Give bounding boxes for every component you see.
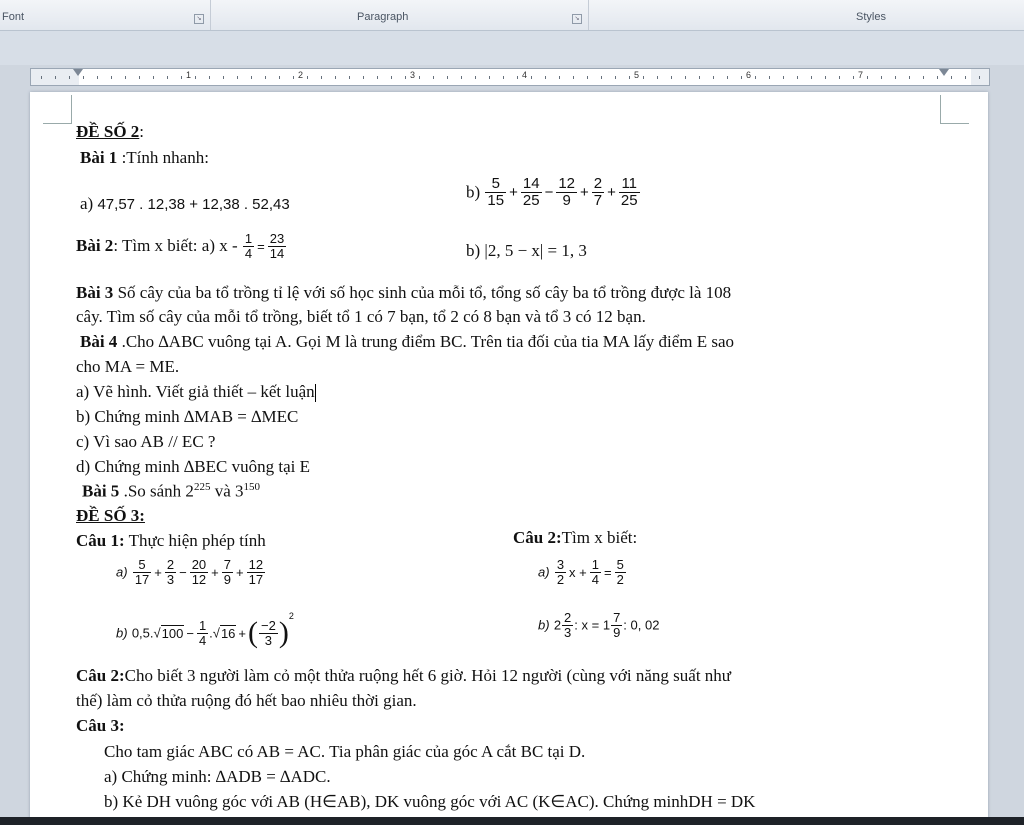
cau3-line1: Cho tam giác ABC có AB = AC. Tia phân giác của góc A cắt BC tại D. <box>104 742 586 761</box>
operator: + <box>607 183 616 201</box>
ruler-tick <box>853 76 854 79</box>
equals-sign: = <box>604 564 612 580</box>
cau2-line1 <box>76 666 731 686</box>
ruler-tick <box>181 76 182 79</box>
exponent: 150 <box>243 481 260 493</box>
numerator: −2 <box>261 617 276 633</box>
ruler-tick <box>811 76 812 79</box>
denominator: 17 <box>134 571 150 587</box>
cau2r-a-x: x + <box>569 564 587 580</box>
horizontal-ruler[interactable] <box>30 68 990 86</box>
ruler-tick <box>937 76 938 79</box>
bai2-label: Bài 2 <box>76 236 114 256</box>
ruler-tick <box>307 76 308 79</box>
ruler-tick <box>951 76 952 79</box>
fraction <box>619 176 640 209</box>
denominator: 3 <box>564 624 572 640</box>
numerator: 14 <box>522 175 540 192</box>
cau2r-b-mid: : x = 1 <box>574 617 611 633</box>
numerator: 12 <box>248 557 264 572</box>
numerator: 7 <box>613 610 621 625</box>
denominator: 2 <box>556 571 565 587</box>
bai5-line <box>82 481 260 502</box>
operator: + <box>580 183 589 201</box>
ruler-tick <box>685 76 686 79</box>
bai4-text: .Cho ∆ABC vuông tại A. Gọi M là trung điểm BC. Trên tia đối của tia MA lấy điểm E sao <box>117 332 735 351</box>
bai4-label: Bài 4 <box>80 332 118 351</box>
cau3-b: b) Kẻ DH vuông góc với AB (H∈AB), DK vuông góc với AC (K∈AC). Chứng minhDH = DK <box>104 792 756 811</box>
fraction <box>268 232 286 260</box>
operator: + <box>211 564 219 580</box>
radicand: 100 <box>161 625 184 641</box>
numerator: 1 <box>198 617 207 633</box>
numerator: 3 <box>556 557 565 572</box>
ruler-tick <box>461 76 462 79</box>
fraction <box>562 611 573 639</box>
ruler-number: 5 <box>634 70 640 80</box>
radicand: 16 <box>220 625 236 641</box>
bai1-text: :Tính nhanh: <box>117 148 209 167</box>
left-paren: ( <box>248 616 258 650</box>
fraction <box>247 558 265 586</box>
ruler-tick <box>475 76 476 79</box>
bai1-label: Bài 1 <box>80 148 118 167</box>
cau1-b-prefix: b) <box>116 625 128 641</box>
bai4-a-text: a) Vẽ hình. Viết giả thiết – kết luận <box>76 382 315 401</box>
ruler-tick <box>979 76 980 79</box>
denominator: 4 <box>244 245 253 261</box>
ruler-tick <box>587 76 588 79</box>
operator: + <box>238 625 246 641</box>
exponent: 2 <box>288 611 294 621</box>
ruler-tick <box>223 76 224 79</box>
cau1-b-term: 0,5. <box>131 625 154 641</box>
numerator: 1 <box>244 231 253 246</box>
cau2-label: Câu 2: <box>76 666 125 685</box>
denominator: 2 <box>616 571 624 587</box>
cau1-label: Câu 1: <box>76 531 125 550</box>
ruler-tick <box>237 76 238 79</box>
numerator: 2 <box>166 557 175 572</box>
ruler-tick <box>769 76 770 79</box>
ruler-tick <box>657 76 658 79</box>
operator: − <box>186 625 194 641</box>
cau1-a-prefix: a) <box>116 564 128 580</box>
exponent: 225 <box>193 481 211 493</box>
ruler-tick <box>867 76 868 79</box>
ruler-tick <box>279 76 280 79</box>
ribbon-separator <box>588 0 589 30</box>
whole-number: 2 <box>553 617 562 633</box>
ruler-tick <box>447 76 448 79</box>
numerator: 2 <box>593 175 603 192</box>
ruler-tick <box>503 76 504 79</box>
ruler-tick <box>531 76 532 79</box>
cau2r-b-prefix: b) <box>538 617 550 633</box>
cau3-label: Câu 3: <box>76 716 125 735</box>
bai1-line <box>80 148 209 168</box>
ruler-tick <box>783 76 784 79</box>
de2-heading <box>76 122 144 142</box>
bai1-b-prefix: b) <box>466 182 481 202</box>
font-dialog-launcher-icon[interactable]: ↘ <box>194 14 204 24</box>
fraction <box>590 558 601 586</box>
ruler-number: 3 <box>410 70 416 80</box>
de2-title: ĐỀ SỐ 2 <box>76 122 140 141</box>
ruler-tick <box>895 76 896 79</box>
ruler-tick <box>69 76 70 79</box>
bai2-b-text: b) |2, 5 − x| = 1, 3 <box>466 241 587 260</box>
denominator: 17 <box>248 571 264 587</box>
denominator: 14 <box>269 245 285 261</box>
denominator: 3 <box>264 632 273 648</box>
numerator: 5 <box>616 557 624 572</box>
ruler-tick <box>41 76 42 79</box>
ruler-tick <box>713 76 714 79</box>
cau2r-label: Câu 2: <box>513 528 562 547</box>
cau2r-text: Tìm x biết: <box>561 528 638 547</box>
ruler-tick <box>489 76 490 79</box>
bai3-line1 <box>76 283 731 303</box>
operator: + <box>236 564 244 580</box>
fraction <box>615 558 626 586</box>
bai2-line <box>76 232 287 260</box>
denominator: 4 <box>591 571 599 587</box>
bai4-line1 <box>80 332 734 352</box>
cau1-text: Thực hiện phép tính <box>124 531 266 550</box>
first-line-indent-marker[interactable] <box>73 69 83 76</box>
right-indent-marker[interactable] <box>939 69 949 76</box>
bai4-b: b) Chứng minh ∆MAB = ∆MEC <box>76 407 299 426</box>
bai3-text: Số cây của ba tổ trồng tỉ lệ với số học sinh của mỗi tổ, tổng số cây ba tổ trồng được là 108 <box>113 283 732 302</box>
paragraph-group-label: Paragraph <box>357 11 409 23</box>
paragraph-dialog-launcher-icon[interactable]: ↘ <box>572 14 582 24</box>
ruler-tick <box>293 76 294 79</box>
ruler-tick <box>965 76 966 79</box>
bai1-b <box>466 176 641 209</box>
bai5-text: .So sánh 2 <box>119 481 194 501</box>
ruler-number: 1 <box>186 70 192 80</box>
denominator: 3 <box>166 571 175 587</box>
ruler-tick <box>195 76 196 79</box>
numerator: 23 <box>269 231 285 246</box>
numerator: 2 <box>564 610 572 625</box>
ruler-tick <box>433 76 434 79</box>
ruler-tick <box>839 76 840 79</box>
ruler-tick <box>349 76 350 79</box>
ruler-tick <box>209 76 210 79</box>
ruler-tick <box>727 76 728 79</box>
fraction <box>165 558 176 586</box>
ribbon-separator <box>210 0 211 30</box>
ruler-number: 2 <box>298 70 304 80</box>
bai5-label: Bài 5 <box>82 481 120 501</box>
bai2-b <box>466 241 587 261</box>
ruler-tick <box>139 76 140 79</box>
cau2-text: Cho biết 3 người làm cỏ một thửa ruộng hết 6 giờ. Hỏi 12 người (cùng với năng suất như <box>124 666 732 685</box>
bai4-c: c) Vì sao AB // EC ? <box>76 432 216 451</box>
bai1-a-expr: 47,57 . 12,38 + 12,38 . 52,43 <box>97 196 290 213</box>
ruler-tick <box>573 76 574 79</box>
fraction <box>222 558 233 586</box>
ruler-tick <box>265 76 266 79</box>
sqrt-sign: √ <box>153 625 161 641</box>
ruler-number: 4 <box>522 70 528 80</box>
cau2r-b-end: : 0, 02 <box>623 617 660 633</box>
bai1-a-prefix: a) <box>80 194 94 213</box>
ruler-tick <box>419 76 420 79</box>
cau1-b <box>116 611 294 650</box>
denominator: 7 <box>593 191 603 209</box>
ruler-tick <box>629 76 630 79</box>
cau2r-a-prefix: a) <box>538 564 550 580</box>
fraction <box>485 176 506 209</box>
ruler-tick <box>363 76 364 79</box>
ruler-tick <box>643 76 644 79</box>
taskbar-edge <box>0 817 1024 825</box>
fraction <box>555 558 566 586</box>
bai3-line2: cây. Tìm số cây của mỗi tổ trồng, biết tổ 1 có 7 bạn, tổ 2 có 8 bạn và tổ 3 có 12 bạn. <box>76 307 646 326</box>
ruler-tick <box>167 76 168 79</box>
ruler-tick <box>125 76 126 79</box>
ruler-tick <box>825 76 826 79</box>
bai4-a <box>76 382 316 402</box>
ruler-tick <box>909 76 910 79</box>
denominator: 15 <box>487 191 505 209</box>
dot-operator: . <box>209 625 213 641</box>
cau2r-b <box>538 611 659 639</box>
cau3-a: a) Chứng minh: ∆ADB = ∆ADC. <box>104 767 331 786</box>
denominator: 9 <box>613 624 621 640</box>
de3-title: ĐỀ SỐ 3: <box>76 506 145 525</box>
numerator: 1 <box>591 557 599 572</box>
cau1-line <box>76 531 266 551</box>
denominator: 25 <box>522 191 540 209</box>
operator: − <box>179 564 187 580</box>
margin-corner-mark <box>940 95 969 124</box>
ruler-number: 7 <box>858 70 864 80</box>
ruler-tick <box>699 76 700 79</box>
numerator: 5 <box>485 176 506 193</box>
bai4-d: d) Chứng minh ∆BEC vuông tại E <box>76 457 310 476</box>
operator: + <box>509 183 518 201</box>
numerator: 12 <box>558 175 576 192</box>
ruler-tick <box>405 76 406 79</box>
operator: + <box>154 564 162 580</box>
cau2-line2: thế) làm cỏ thửa ruộng đó hết bao nhiêu thời gian. <box>76 691 417 710</box>
ruler-tick <box>97 76 98 79</box>
fraction <box>592 176 604 209</box>
ruler-tick <box>881 76 882 79</box>
de2-title-colon: : <box>139 122 145 141</box>
ruler-tick <box>755 76 756 79</box>
numerator: 5 <box>133 558 151 573</box>
ruler-tick <box>83 76 84 79</box>
fraction <box>611 611 622 639</box>
text-cursor <box>315 384 316 402</box>
ruler-tick <box>111 76 112 79</box>
margin-corner-mark <box>43 95 72 124</box>
ruler-tick <box>321 76 322 79</box>
operator: − <box>544 183 554 201</box>
ruler-tick <box>545 76 546 79</box>
ruler-tick <box>923 76 924 79</box>
numerator: 7 <box>223 557 231 572</box>
bai1-a <box>80 194 290 214</box>
ruler-tick <box>671 76 672 79</box>
fraction <box>521 176 542 209</box>
denominator: 12 <box>191 571 207 587</box>
bai2-text: : Tìm x biết: a) x - <box>113 236 238 256</box>
fraction <box>197 619 208 647</box>
bai3-label: Bài 3 <box>76 283 114 302</box>
ruler-number: 6 <box>746 70 752 80</box>
cau2r-a <box>538 558 627 586</box>
ruler-tick <box>335 76 336 79</box>
denominator: 4 <box>198 632 207 648</box>
numerator: 20 <box>191 557 207 572</box>
ruler-tick <box>559 76 560 79</box>
fraction <box>133 558 151 586</box>
ruler-tick <box>797 76 798 79</box>
bai4-line2: cho MA = ME. <box>76 357 180 376</box>
equals-sign: = <box>257 238 265 254</box>
bai5-mid: và 3 <box>210 481 244 501</box>
fraction <box>190 558 208 586</box>
ruler-tick <box>601 76 602 79</box>
ruler-tick <box>153 76 154 79</box>
ruler-tick <box>55 76 56 79</box>
ruler-tick <box>615 76 616 79</box>
ruler-tick <box>391 76 392 79</box>
styles-group-label: Styles <box>856 11 886 23</box>
fraction <box>243 232 254 260</box>
ruler-tick <box>741 76 742 79</box>
toolbar-band <box>0 31 1024 65</box>
cau2r-line <box>513 528 637 548</box>
ruler-tick <box>517 76 518 79</box>
denominator: 9 <box>223 571 231 587</box>
sqrt-sign: √ <box>212 625 220 641</box>
denominator: 25 <box>620 191 638 209</box>
ribbon-groups <box>0 0 1024 31</box>
fraction <box>556 176 577 209</box>
denominator: 9 <box>562 191 571 209</box>
numerator: 11 <box>619 176 640 193</box>
ruler-tick <box>251 76 252 79</box>
font-group-label: Font <box>2 11 25 23</box>
cau1-a <box>116 558 266 586</box>
right-paren: ) <box>278 616 289 650</box>
ruler-tick <box>377 76 378 79</box>
fraction <box>259 619 278 647</box>
